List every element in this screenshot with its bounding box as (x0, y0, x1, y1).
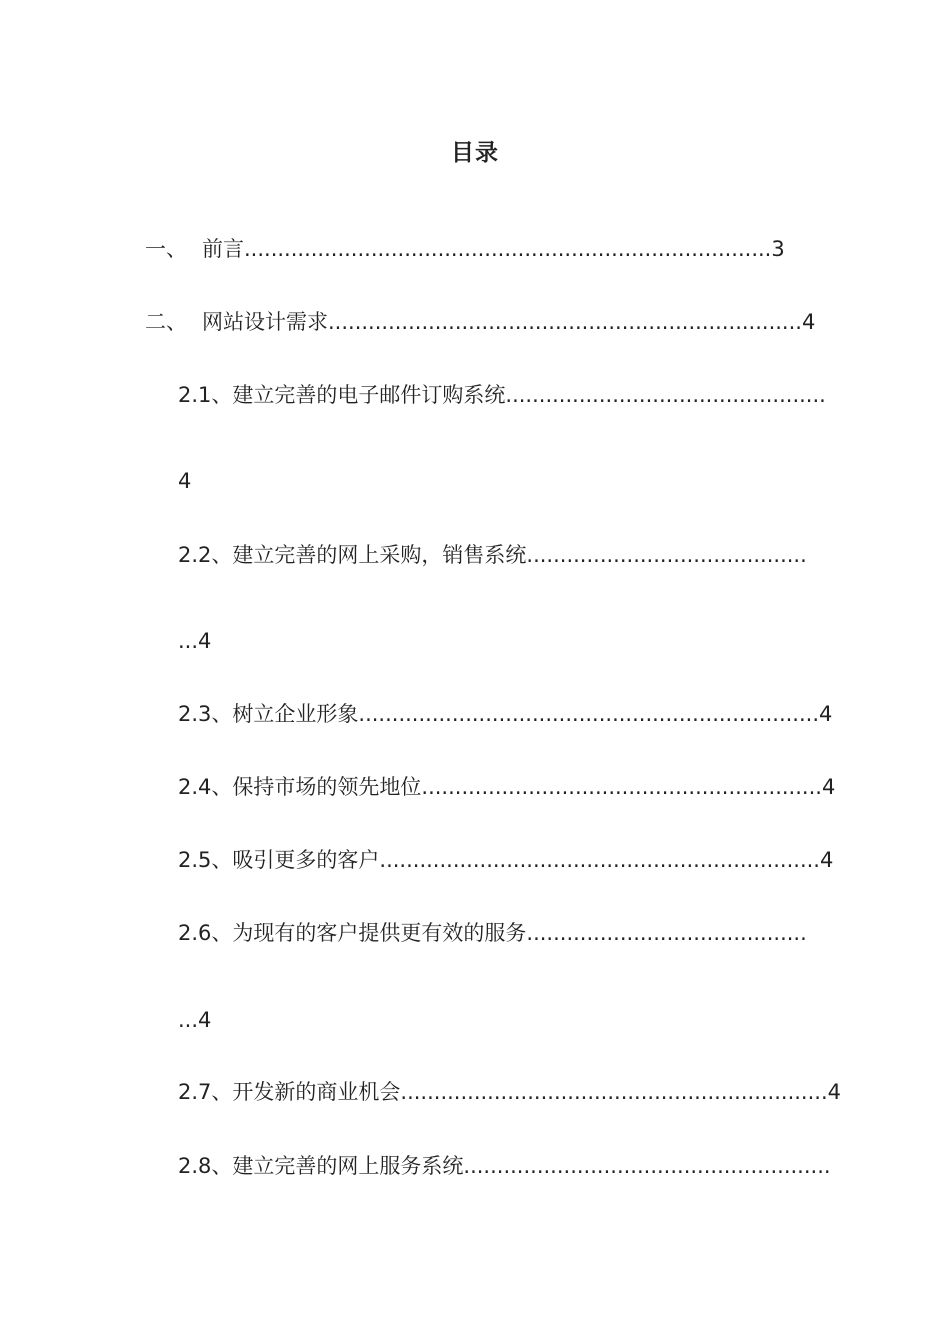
toc-entry-number: 2.5、 (178, 848, 233, 872)
toc-entry-number: 二、 (145, 310, 187, 334)
toc-entry-leader: ....................................................... (463, 1154, 831, 1178)
toc-entry-2-7[interactable] (178, 1077, 841, 1107)
toc-entry-requirements[interactable] (145, 307, 845, 337)
toc-entry-page: 4 (198, 1008, 212, 1032)
toc-entry-leader: ................................................ (505, 383, 826, 407)
toc-entry-2-2-page[interactable] (178, 626, 808, 656)
toc-entry-page: 4 (827, 1080, 841, 1104)
toc-entry-number: 2.7、 (178, 1080, 233, 1104)
toc-entry-leader: ............................................................ (421, 775, 822, 799)
toc-entry-leader: .......................................... (526, 921, 807, 945)
toc-entry-2-4[interactable] (178, 772, 836, 802)
toc-entry-title: 树立企业形象 (232, 702, 359, 726)
toc-entry-title: 开发新的商业机会 (232, 1080, 401, 1104)
toc-entry-2-3[interactable] (178, 699, 833, 729)
toc-entry-number: 2.1、 (178, 383, 233, 407)
toc-entry-preface[interactable] (145, 234, 845, 264)
toc-entry-number: 2.8、 (178, 1154, 233, 1178)
toc-entry-leader: .......................................... (526, 543, 807, 567)
toc-entry-leader: ... (178, 1008, 199, 1032)
toc-entry-title: 前言 (202, 237, 244, 261)
toc-entry-2-8[interactable] (178, 1151, 831, 1181)
toc-entry-2-6[interactable] (178, 918, 808, 948)
toc-entry-leader: ....................................................................... (328, 310, 802, 334)
toc-entry-title: 保持市场的领先地位 (232, 775, 422, 799)
toc-entry-leader: ..................................................................... (358, 702, 820, 726)
toc-entry-page: 4 (198, 629, 212, 653)
toc-entry-leader: ................................................................ (400, 1080, 828, 1104)
toc-entry-page: 4 (819, 702, 833, 726)
toc-entry-2-1[interactable] (178, 380, 826, 410)
toc-entry-2-6-page[interactable] (178, 1005, 808, 1035)
toc-entry-2-2[interactable] (178, 540, 808, 570)
toc-entry-title: 吸引更多的客户 (232, 848, 380, 872)
toc-entry-page: 4 (819, 848, 834, 872)
toc-entry-leader: ............................................................................... (244, 237, 772, 261)
toc-entry-title: 网站设计需求 (202, 310, 328, 334)
toc-entry-title: 建立完善的网上服务系统 (232, 1154, 464, 1178)
toc-entry-2-1-page[interactable] (178, 466, 808, 496)
toc-entry-number: 2.3、 (178, 702, 233, 726)
toc-entry-number: 一、 (145, 237, 187, 261)
toc-entry-page: 4 (821, 775, 836, 799)
toc-entry-number: 2.4、 (178, 775, 233, 799)
toc-entry-title: 为现有的客户提供更有效的服务 (232, 921, 527, 945)
toc-entry-title: 建立完善的电子邮件订购系统 (232, 383, 506, 407)
toc-entry-number: 2.2、 (178, 543, 233, 567)
toc-entry-leader: .................................................................. (379, 848, 820, 872)
toc-entry-title: 建立完善的网上采购，销售系统 (232, 543, 527, 567)
toc-entry-number: 2.6、 (178, 921, 233, 945)
toc-entry-page: 4 (801, 310, 816, 334)
page-title: 目录 (451, 140, 499, 166)
toc-entry-leader: ... (178, 629, 199, 653)
toc-entry-2-5[interactable] (178, 845, 834, 875)
toc-entry-page: 4 (178, 469, 192, 493)
toc-entry-page: 3 (771, 237, 785, 261)
